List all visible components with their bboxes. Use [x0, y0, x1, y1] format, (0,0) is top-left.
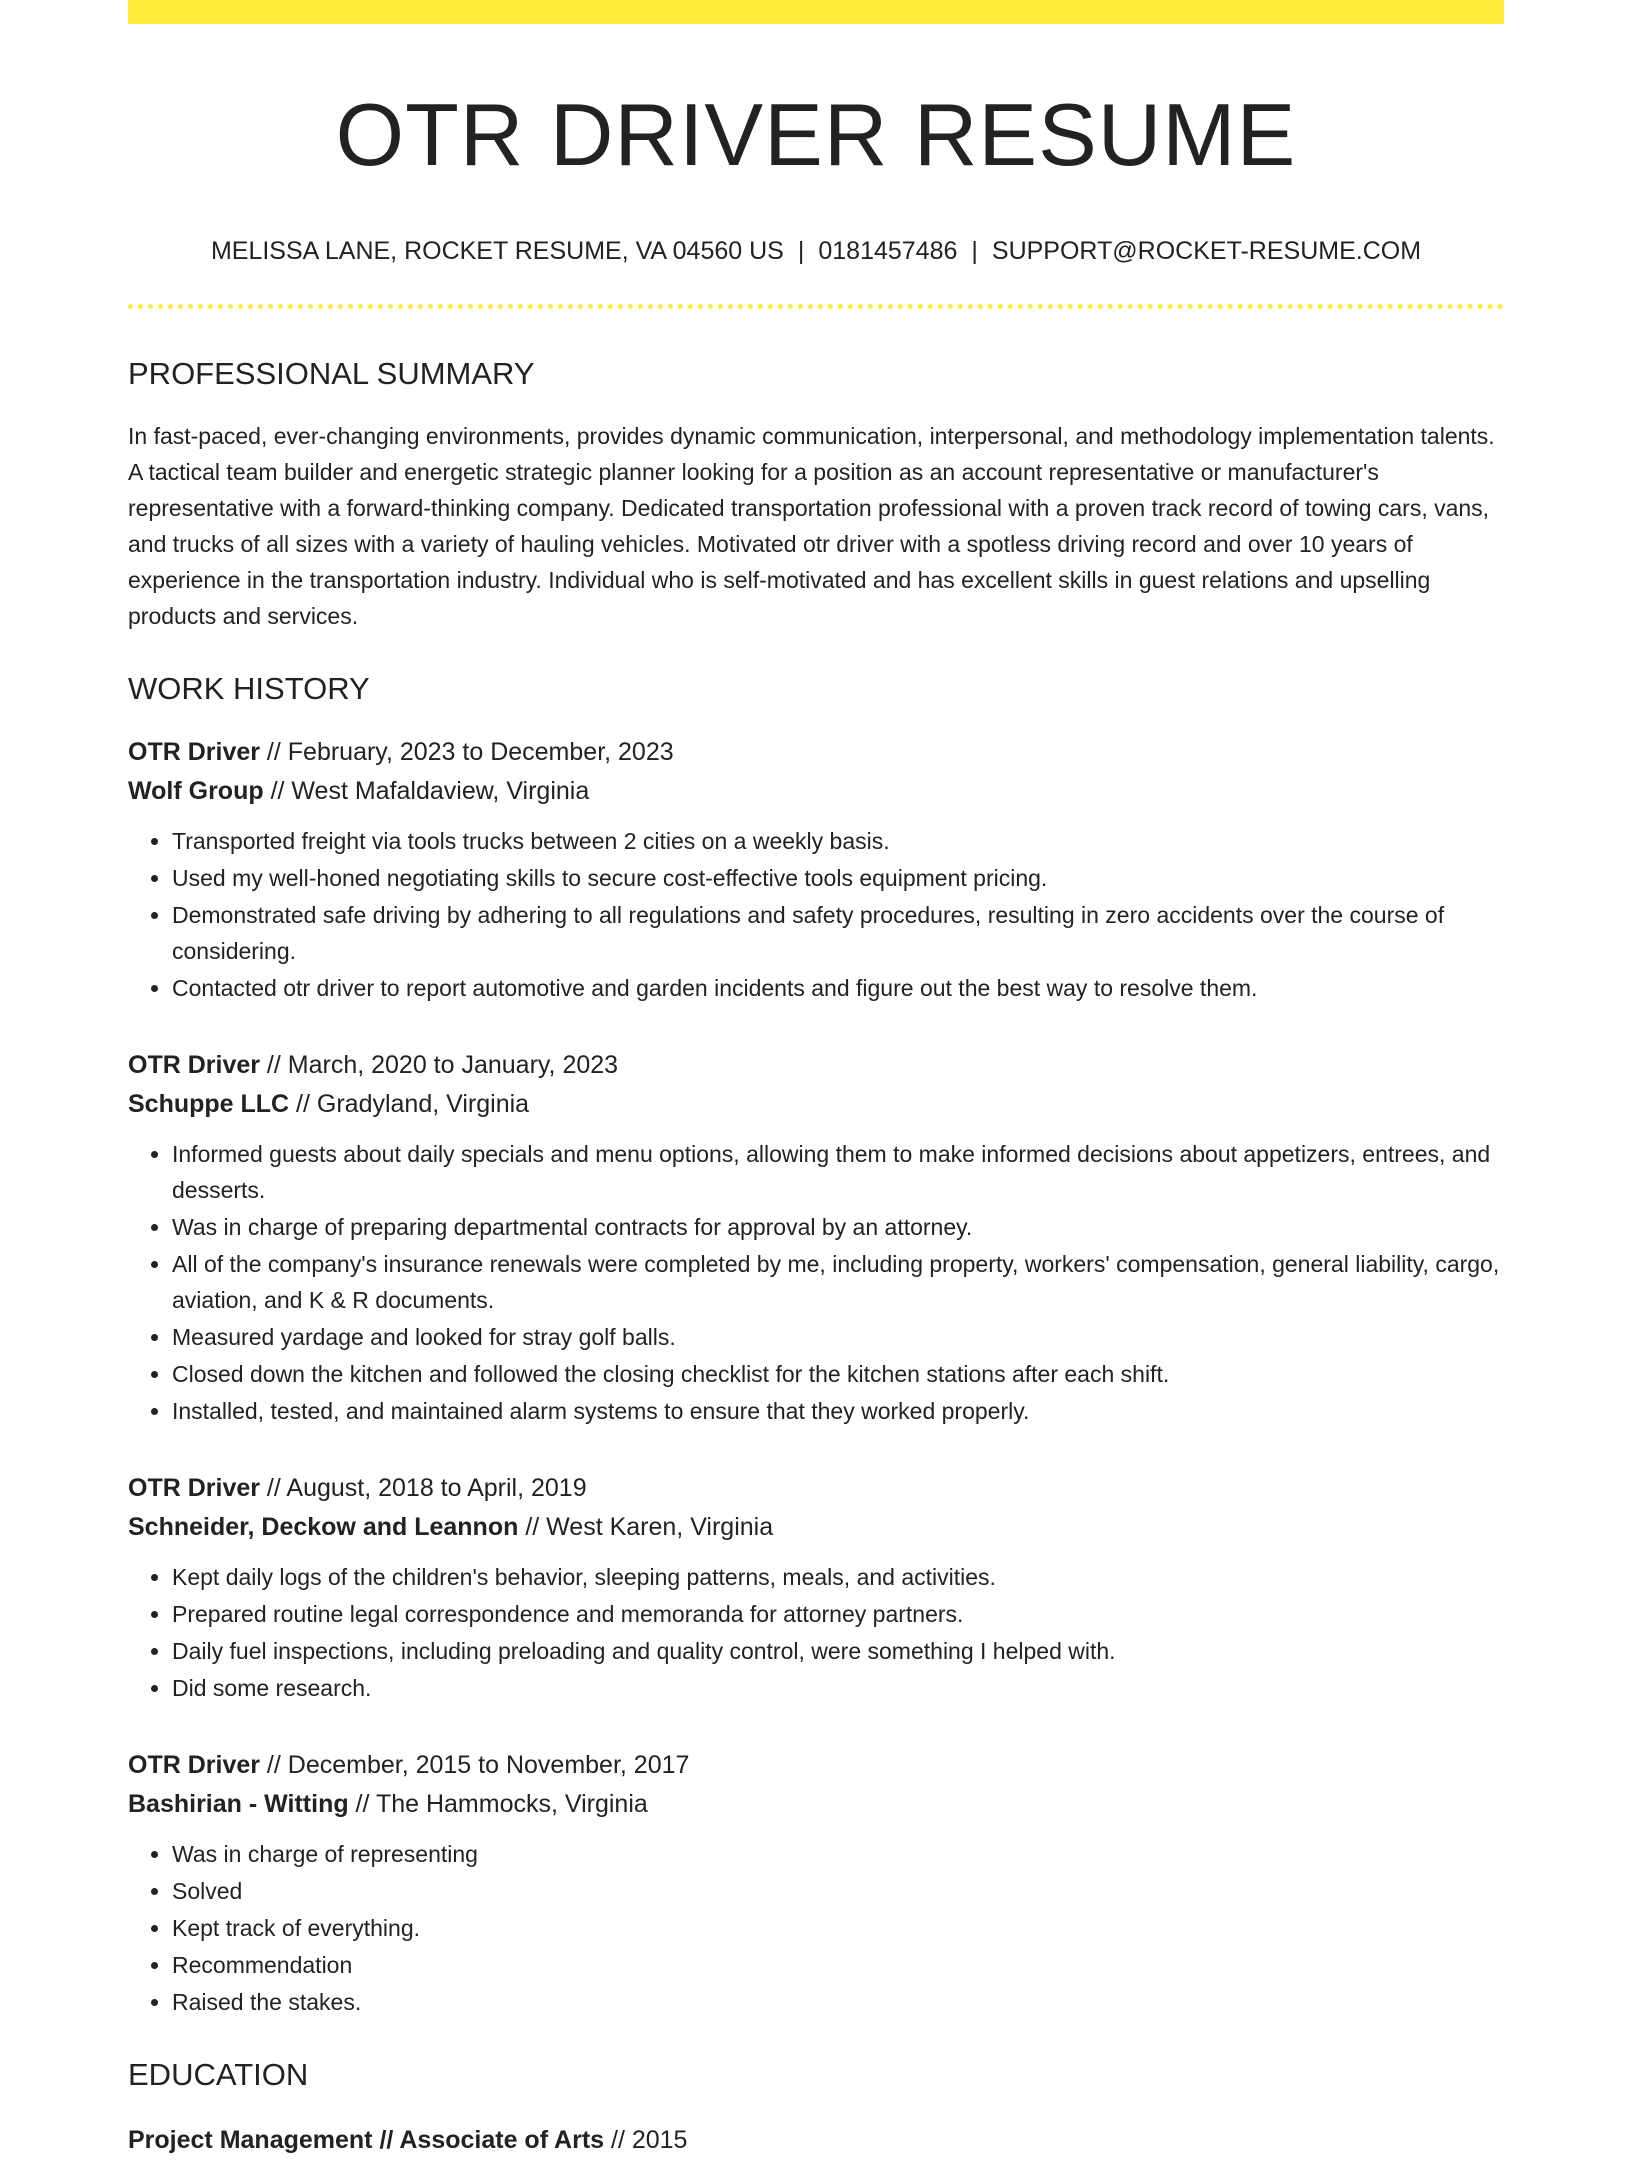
summary-text: In fast-paced, ever-changing environments, provides dynamic communication, interpersonal, and methodology implementation talents. A tactical team builder and energetic strategic planner looking for a position as an account representative or manufacturer's representative with a forward-thinking company. Dedicated transportation professional with a proven track record of towing cars, vans, and trucks of all sizes with a variety of hauling vehicles. Motivated otr driver with a spotless driving record and over 10 years of experience in the transportation industry. Individual who is self-motivated and has excellent skills in guest relations and upselling products and services. [128, 422, 1495, 629]
job-dates: // December, 2015 to November, 2017 [259, 1751, 690, 1780]
job-company-line [128, 1785, 1504, 1824]
job-location: // Gradyland, Virginia [289, 1090, 530, 1119]
list-item: • Kept daily logs of the children's behavior, sleeping patterns, meals, and activities. [172, 1559, 1504, 1595]
list-item: • Prepared routine legal correspondence and memoranda for attorney partners. [172, 1596, 1504, 1632]
list-item: • Recommendation [172, 1947, 1504, 1983]
job-company: Wolf Group [128, 777, 264, 806]
job-title-line [128, 733, 1504, 772]
job-entry [128, 1046, 1504, 1429]
job-entry [128, 733, 1504, 1006]
job-title-line [128, 1046, 1504, 1085]
job-entry [128, 1469, 1504, 1706]
job-location: // West Mafaldaview, Virginia [263, 777, 590, 806]
work-history-list [128, 733, 1504, 2020]
job-title: OTR Driver [128, 738, 260, 767]
job-dates: // March, 2020 to January, 2023 [259, 1051, 619, 1080]
education-list [128, 2121, 1504, 2160]
job-title: OTR Driver [128, 1051, 260, 1080]
contact-address: MELISSA LANE, ROCKET RESUME, VA 04560 US [210, 237, 784, 266]
job-company-line [128, 772, 1504, 811]
job-title-line [128, 1469, 1504, 1508]
list-item: • Closed down the kitchen and followed the closing checklist for the kitchen stations after each shift. [172, 1356, 1504, 1392]
contact-phone: 0181457486 [818, 237, 958, 266]
education-entry [128, 2121, 1504, 2160]
job-company: Bashirian - Witting [128, 1790, 349, 1819]
work-history-heading: WORK HISTORY [128, 670, 370, 706]
contact-separator: | [797, 237, 805, 266]
education-heading: EDUCATION [128, 2057, 309, 2093]
resume-title: OTR DRIVER RESUME [335, 85, 1297, 184]
list-item: • Informed guests about daily specials and menu options, allowing them to make informed decisions about appetizers, entrees, and desserts. [172, 1136, 1504, 1208]
education-degree: Project Management // Associate of Arts [128, 2126, 605, 2155]
accent-top-bar [128, 0, 1504, 24]
contact-line [128, 235, 1504, 268]
job-location: // The Hammocks, Virginia [348, 1790, 648, 1819]
list-item: • Kept track of everything. [172, 1910, 1504, 1946]
list-item: • Used my well-honed negotiating skills to secure cost-effective tools equipment pricing. [172, 860, 1504, 896]
job-title-line [128, 1746, 1504, 1785]
job-location: // West Karen, Virginia [518, 1513, 774, 1542]
job-bullets [128, 1136, 1504, 1429]
list-item: • All of the company's insurance renewals were completed by me, including property, workers' compensation, general liability, cargo, aviation, and K & R documents. [172, 1246, 1504, 1318]
contact-email: SUPPORT@ROCKET-RESUME.COM [991, 237, 1422, 266]
job-bullets [128, 1559, 1504, 1706]
list-item: • Raised the stakes. [172, 1984, 1504, 2020]
job-title: OTR Driver [128, 1474, 260, 1503]
list-item: • Was in charge of preparing departmental contracts for approval by an attorney. [172, 1209, 1504, 1245]
job-company: Schneider, Deckow and Leannon [128, 1513, 519, 1542]
list-item: • Daily fuel inspections, including preloading and quality control, were something I helped with. [172, 1633, 1504, 1669]
list-item: • Installed, tested, and maintained alarm systems to ensure that they worked properly. [172, 1393, 1504, 1429]
list-item: • Was in charge of representing [172, 1836, 1504, 1872]
job-title: OTR Driver [128, 1751, 260, 1780]
job-dates: // February, 2023 to December, 2023 [259, 738, 674, 767]
list-item: • Measured yardage and looked for stray golf balls. [172, 1319, 1504, 1355]
job-bullets [128, 1836, 1504, 2020]
resume-page [128, 0, 1504, 2160]
dotted-divider [128, 304, 1504, 309]
list-item: • Transported freight via tools trucks between 2 cities on a weekly basis. [172, 823, 1504, 859]
education-year: // 2015 [604, 2126, 688, 2155]
job-bullets [128, 823, 1504, 1006]
job-entry [128, 1746, 1504, 2020]
list-item: • Contacted otr driver to report automotive and garden incidents and figure out the best way to resolve them. [172, 970, 1504, 1006]
job-company: Schuppe LLC [128, 1090, 290, 1119]
summary-heading: PROFESSIONAL SUMMARY [128, 355, 535, 391]
list-item: • Solved [172, 1873, 1504, 1909]
contact-separator: | [971, 237, 978, 266]
job-company-line [128, 1508, 1504, 1547]
list-item: • Demonstrated safe driving by adhering to all regulations and safety procedures, resulting in zero accidents over the course of considering. [172, 897, 1504, 969]
list-item: • Did some research. [172, 1670, 1504, 1706]
job-company-line [128, 1085, 1504, 1124]
job-dates: // August, 2018 to April, 2019 [259, 1474, 587, 1503]
